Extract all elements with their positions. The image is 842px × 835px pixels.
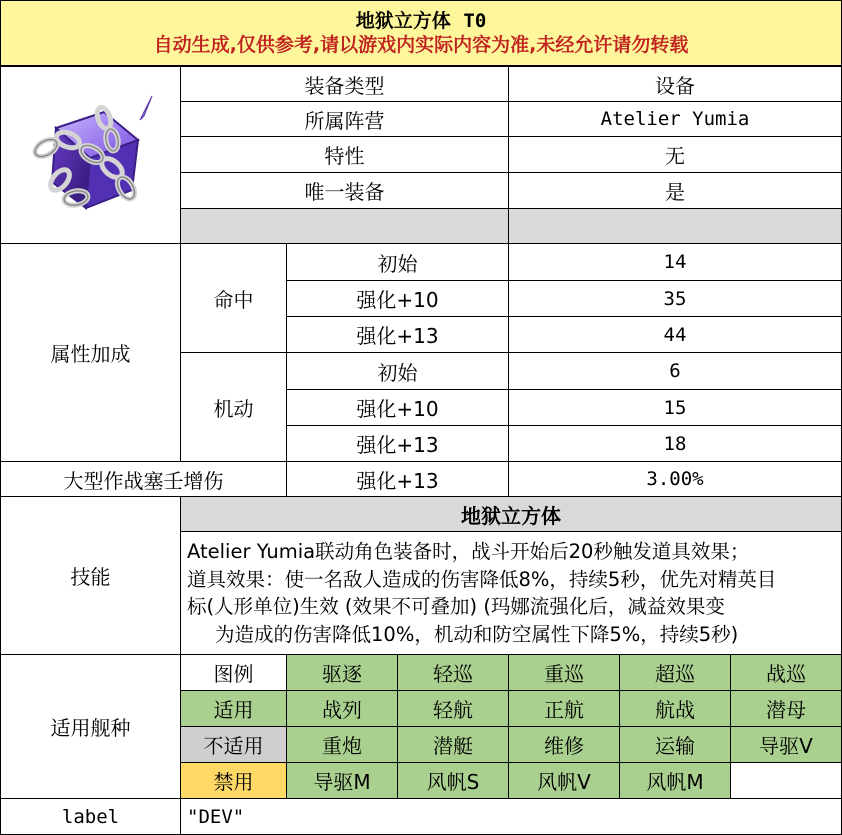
stats-section-label: 属性加成 — [0, 243, 181, 462]
bonus-value: 3.00% — [508, 461, 842, 497]
equipment-title: 地狱立方体 — [355, 10, 451, 32]
skill-line: Atelier Yumia联动角色装备时，战斗开始后20秒触发道具效果； — [187, 540, 750, 563]
stat-value: 18 — [508, 425, 842, 462]
stat-value: 44 — [508, 316, 842, 353]
stat-level: 强化+13 — [286, 316, 509, 353]
legend-example: 图例 — [180, 654, 287, 691]
ship-type-cell: 战列 — [286, 690, 398, 727]
ship-type-cell: 驱逐 — [286, 654, 398, 691]
ship-type-cell: 超巡 — [619, 654, 731, 691]
stat-level: 强化+10 — [286, 389, 509, 426]
ship-type-cell: 潜艇 — [397, 726, 509, 763]
stat-level: 初始 — [286, 352, 509, 390]
ship-type-cell: 航战 — [619, 690, 731, 727]
ship-type-cell: 风帆S — [397, 762, 509, 799]
ship-type-cell: 重炮 — [286, 726, 398, 763]
ship-type-cell: 正航 — [508, 690, 620, 727]
info-value-faction: Atelier Yumia — [508, 101, 842, 137]
skill-line: 标(人形单位)生效 (效果不可叠加) (玛娜流强化后，减益效果变 — [187, 595, 725, 618]
ship-type-cell: 风帆M — [619, 762, 731, 799]
skill-description — [180, 531, 842, 655]
ship-type-cell: 重巡 — [508, 654, 620, 691]
skill-section-label: 技能 — [0, 496, 181, 655]
info-empty-right — [508, 208, 842, 244]
chained-purple-cube-icon — [16, 88, 166, 223]
stat-value: 15 — [508, 389, 842, 426]
info-label-unique: 唯一装备 — [180, 172, 509, 209]
info-label-faction: 所属阵营 — [180, 101, 509, 137]
ship-type-cell: 战巡 — [730, 654, 842, 691]
stat-group-accuracy: 命中 — [180, 243, 287, 353]
stat-value: 6 — [508, 352, 842, 390]
info-label-type: 装备类型 — [180, 66, 509, 102]
stat-group-evasion: 机动 — [180, 352, 287, 462]
label-key: label — [0, 798, 181, 835]
equipment-image-cell — [0, 66, 181, 244]
tier-badge: T0 — [463, 10, 487, 32]
ship-type-cell: 潜母 — [730, 690, 842, 727]
ship-type-cell-empty — [730, 762, 842, 799]
label-value: "DEV" — [180, 798, 842, 835]
info-label-trait: 特性 — [180, 136, 509, 173]
ship-types-section-label: 适用舰种 — [0, 654, 181, 799]
ship-type-cell: 轻巡 — [397, 654, 509, 691]
ship-type-cell: 风帆V — [508, 762, 620, 799]
stat-value: 14 — [508, 243, 842, 281]
skill-name: 地狱立方体 — [180, 496, 842, 532]
legend-usable: 适用 — [180, 690, 287, 727]
ship-type-cell: 导驱V — [730, 726, 842, 763]
info-value-type: 设备 — [508, 66, 842, 102]
disclaimer-text: 自动生成,仅供参考,请以游戏内实际内容为准,未经允许请勿转载 — [153, 34, 689, 56]
stat-value: 35 — [508, 280, 842, 317]
sheet-header — [0, 0, 842, 66]
stat-level: 强化+10 — [286, 280, 509, 317]
ship-type-cell: 维修 — [508, 726, 620, 763]
stat-level: 初始 — [286, 243, 509, 281]
info-empty-left — [180, 208, 509, 244]
bonus-label: 大型作战塞壬增伤 — [0, 461, 287, 497]
info-value-unique: 是 — [508, 172, 842, 209]
legend-not-usable: 不适用 — [180, 726, 287, 763]
skill-line: 为造成的伤害降低10%，机动和防空属性下降5%，持续5秒) — [215, 622, 739, 646]
ship-type-cell: 导驱M — [286, 762, 398, 799]
info-value-trait: 无 — [508, 136, 842, 173]
ship-type-cell: 运输 — [619, 726, 731, 763]
skill-line: 道具效果：使一名敌人造成的伤害降低8%，持续5秒，优先对精英目 — [187, 567, 777, 591]
ship-type-cell: 轻航 — [397, 690, 509, 727]
bonus-level: 强化+13 — [286, 461, 509, 497]
legend-banned: 禁用 — [180, 762, 287, 799]
stat-level: 强化+13 — [286, 425, 509, 462]
